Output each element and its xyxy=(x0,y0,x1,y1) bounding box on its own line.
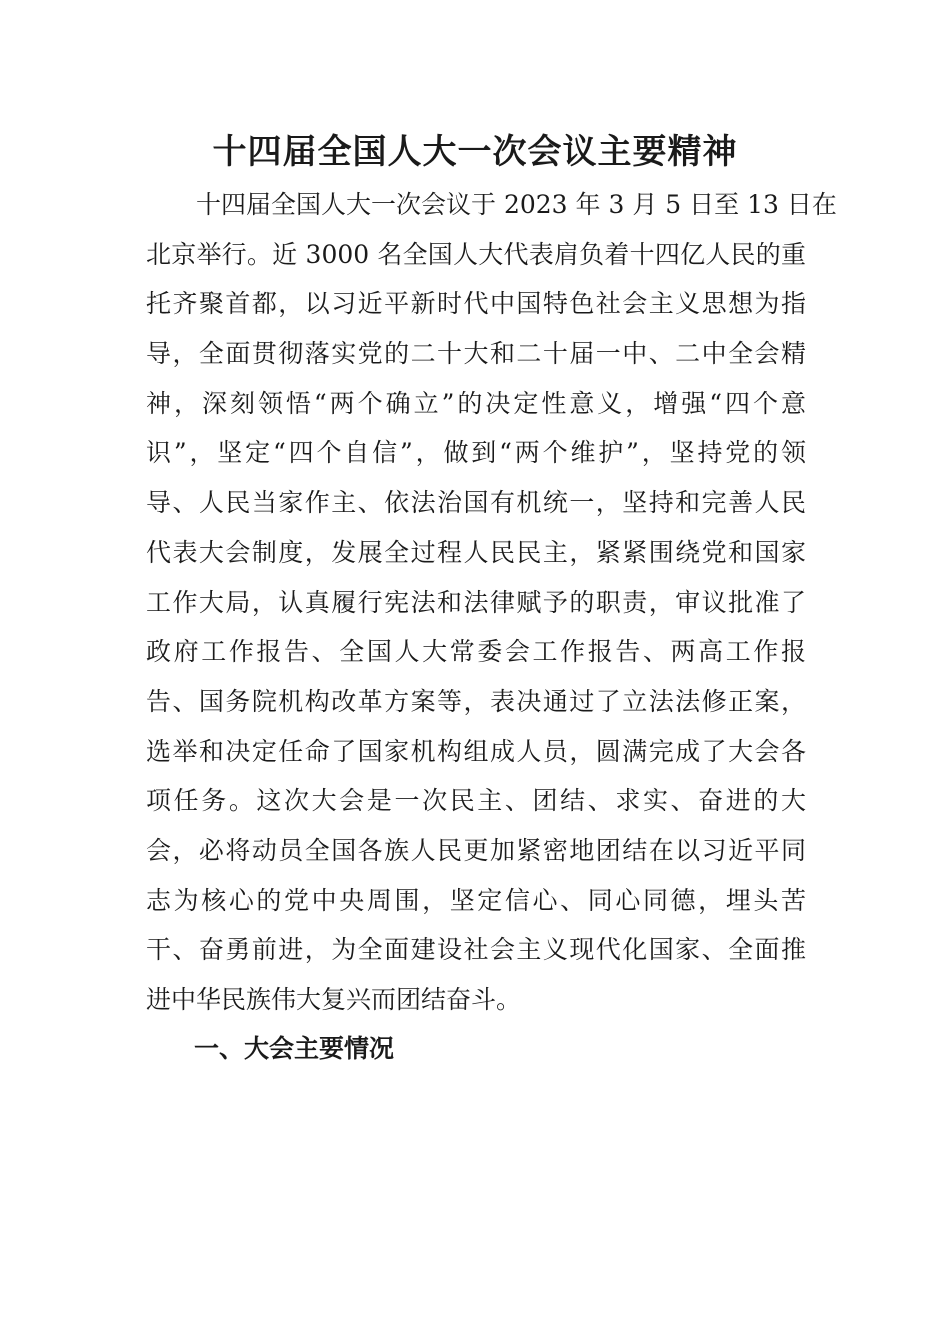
section-heading: 一、大会主要情况 xyxy=(194,1034,395,1063)
paragraph-line: 导，全面贯彻落实党的二十大和二十届一中、二中全会精 xyxy=(146,339,806,369)
paragraph-line: 告、国务院机构改革方案等，表决通过了立法法修正案， xyxy=(146,686,806,716)
paragraph-line: 选举和决定任命了国家机构组成人员，圆满完成了大会各 xyxy=(146,736,806,766)
paragraph-line: 识”，坚定“四个自信”，做到“两个维护”，坚持党的领 xyxy=(146,438,806,468)
paragraph-line: 进中华民族伟大复兴而团结奋斗。 xyxy=(146,985,522,1014)
paragraph-line: 导、人民当家作主、依法治国有机统一，坚持和完善人民 xyxy=(146,488,806,518)
paragraph-line: 北京举行。近 3000 名全国人大代表肩负着十四亿人民的重 xyxy=(146,239,806,269)
paragraph-line: 托齐聚首都，以习近平新时代中国特色社会主义思想为指 xyxy=(146,289,806,319)
document-title: 十四届全国人大一次会议主要精神 xyxy=(212,132,738,172)
paragraph-line: 志为核心的党中央周围，坚定信心、同心同德，埋头苦 xyxy=(146,885,806,915)
paragraph-line: 项任务。这次大会是一次民主、团结、求实、奋进的大 xyxy=(146,786,806,816)
paragraph-line: 政府工作报告、全国人大常委会工作报告、两高工作报 xyxy=(146,637,806,667)
paragraph-line: 会，必将动员全国各族人民更加紧密地团结在以习近平同 xyxy=(146,835,806,865)
body-paragraph xyxy=(146,180,837,1025)
paragraph-line: 工作大局，认真履行宪法和法律赋予的职责，审议批准了 xyxy=(146,587,806,617)
paragraph-line: 神，深刻领悟“两个确立”的决定性意义，增强“四个意 xyxy=(146,388,806,418)
paragraph-line: 代表大会制度，发展全过程人民民主，紧紧围绕党和国家 xyxy=(146,537,806,567)
paragraph-line: 十四届全国人大一次会议于 2023 年 3 月 5 日至 13 日在 xyxy=(196,190,837,219)
paragraph-line: 干、奋勇前进，为全面建设社会主义现代化国家、全面推 xyxy=(146,935,806,965)
